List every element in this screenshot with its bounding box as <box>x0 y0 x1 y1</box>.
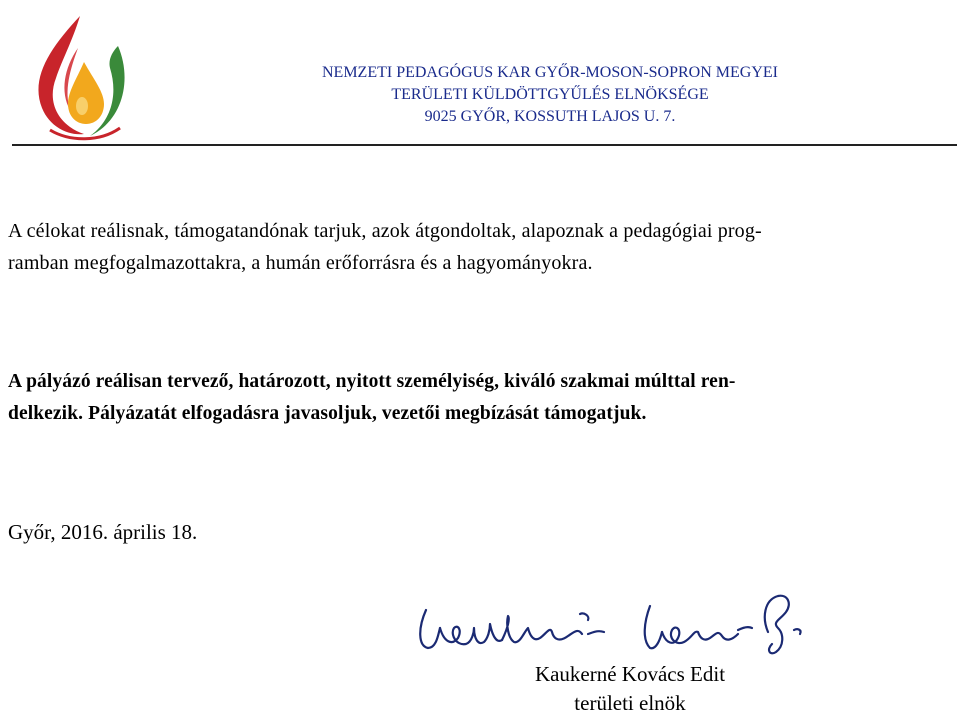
signer-title: területi elnök <box>574 691 686 715</box>
organization-logo <box>20 8 140 148</box>
header-divider <box>12 144 957 146</box>
paragraph-line: delkezik. Pályázatát elfogadásra javasoljuk, vezetői megbízását támogatjuk. <box>8 403 647 424</box>
logo-drop-icon <box>68 62 104 124</box>
letterhead-body: TERÜLETI KÜLDÖTTGYŰLÉS ELNÖKSÉGE <box>391 86 709 103</box>
paragraph-recommendation <box>8 366 952 430</box>
paragraph-assessment <box>8 215 952 279</box>
paragraph-line: A pályázó reálisan tervező, határozott, nyitott személyiség, kiváló szakmai múlttal ren- <box>8 371 736 392</box>
letterhead <box>200 62 900 128</box>
letterhead-address: 9025 GYŐR, KOSSUTH LAJOS U. 7. <box>424 108 676 125</box>
signer-block <box>480 660 780 718</box>
handwritten-signature-icon <box>412 588 842 668</box>
signer-name: Kaukerné Kovács Edit <box>534 662 726 686</box>
document-date: Győr, 2016. április 18. <box>8 520 198 544</box>
letterhead-organization: NEMZETI PEDAGÓGUS KAR GYŐR-MOSON-SOPRON MEGYEI <box>321 64 778 81</box>
paragraph-line: ramban megfogalmazottakra, a humán erőforrásra és a hagyományokra. <box>8 252 593 274</box>
paragraph-line: A célokat reálisnak, támogatandónak tarjuk, azok átgondoltak, alapoznak a pedagógiai prog- <box>8 220 762 242</box>
